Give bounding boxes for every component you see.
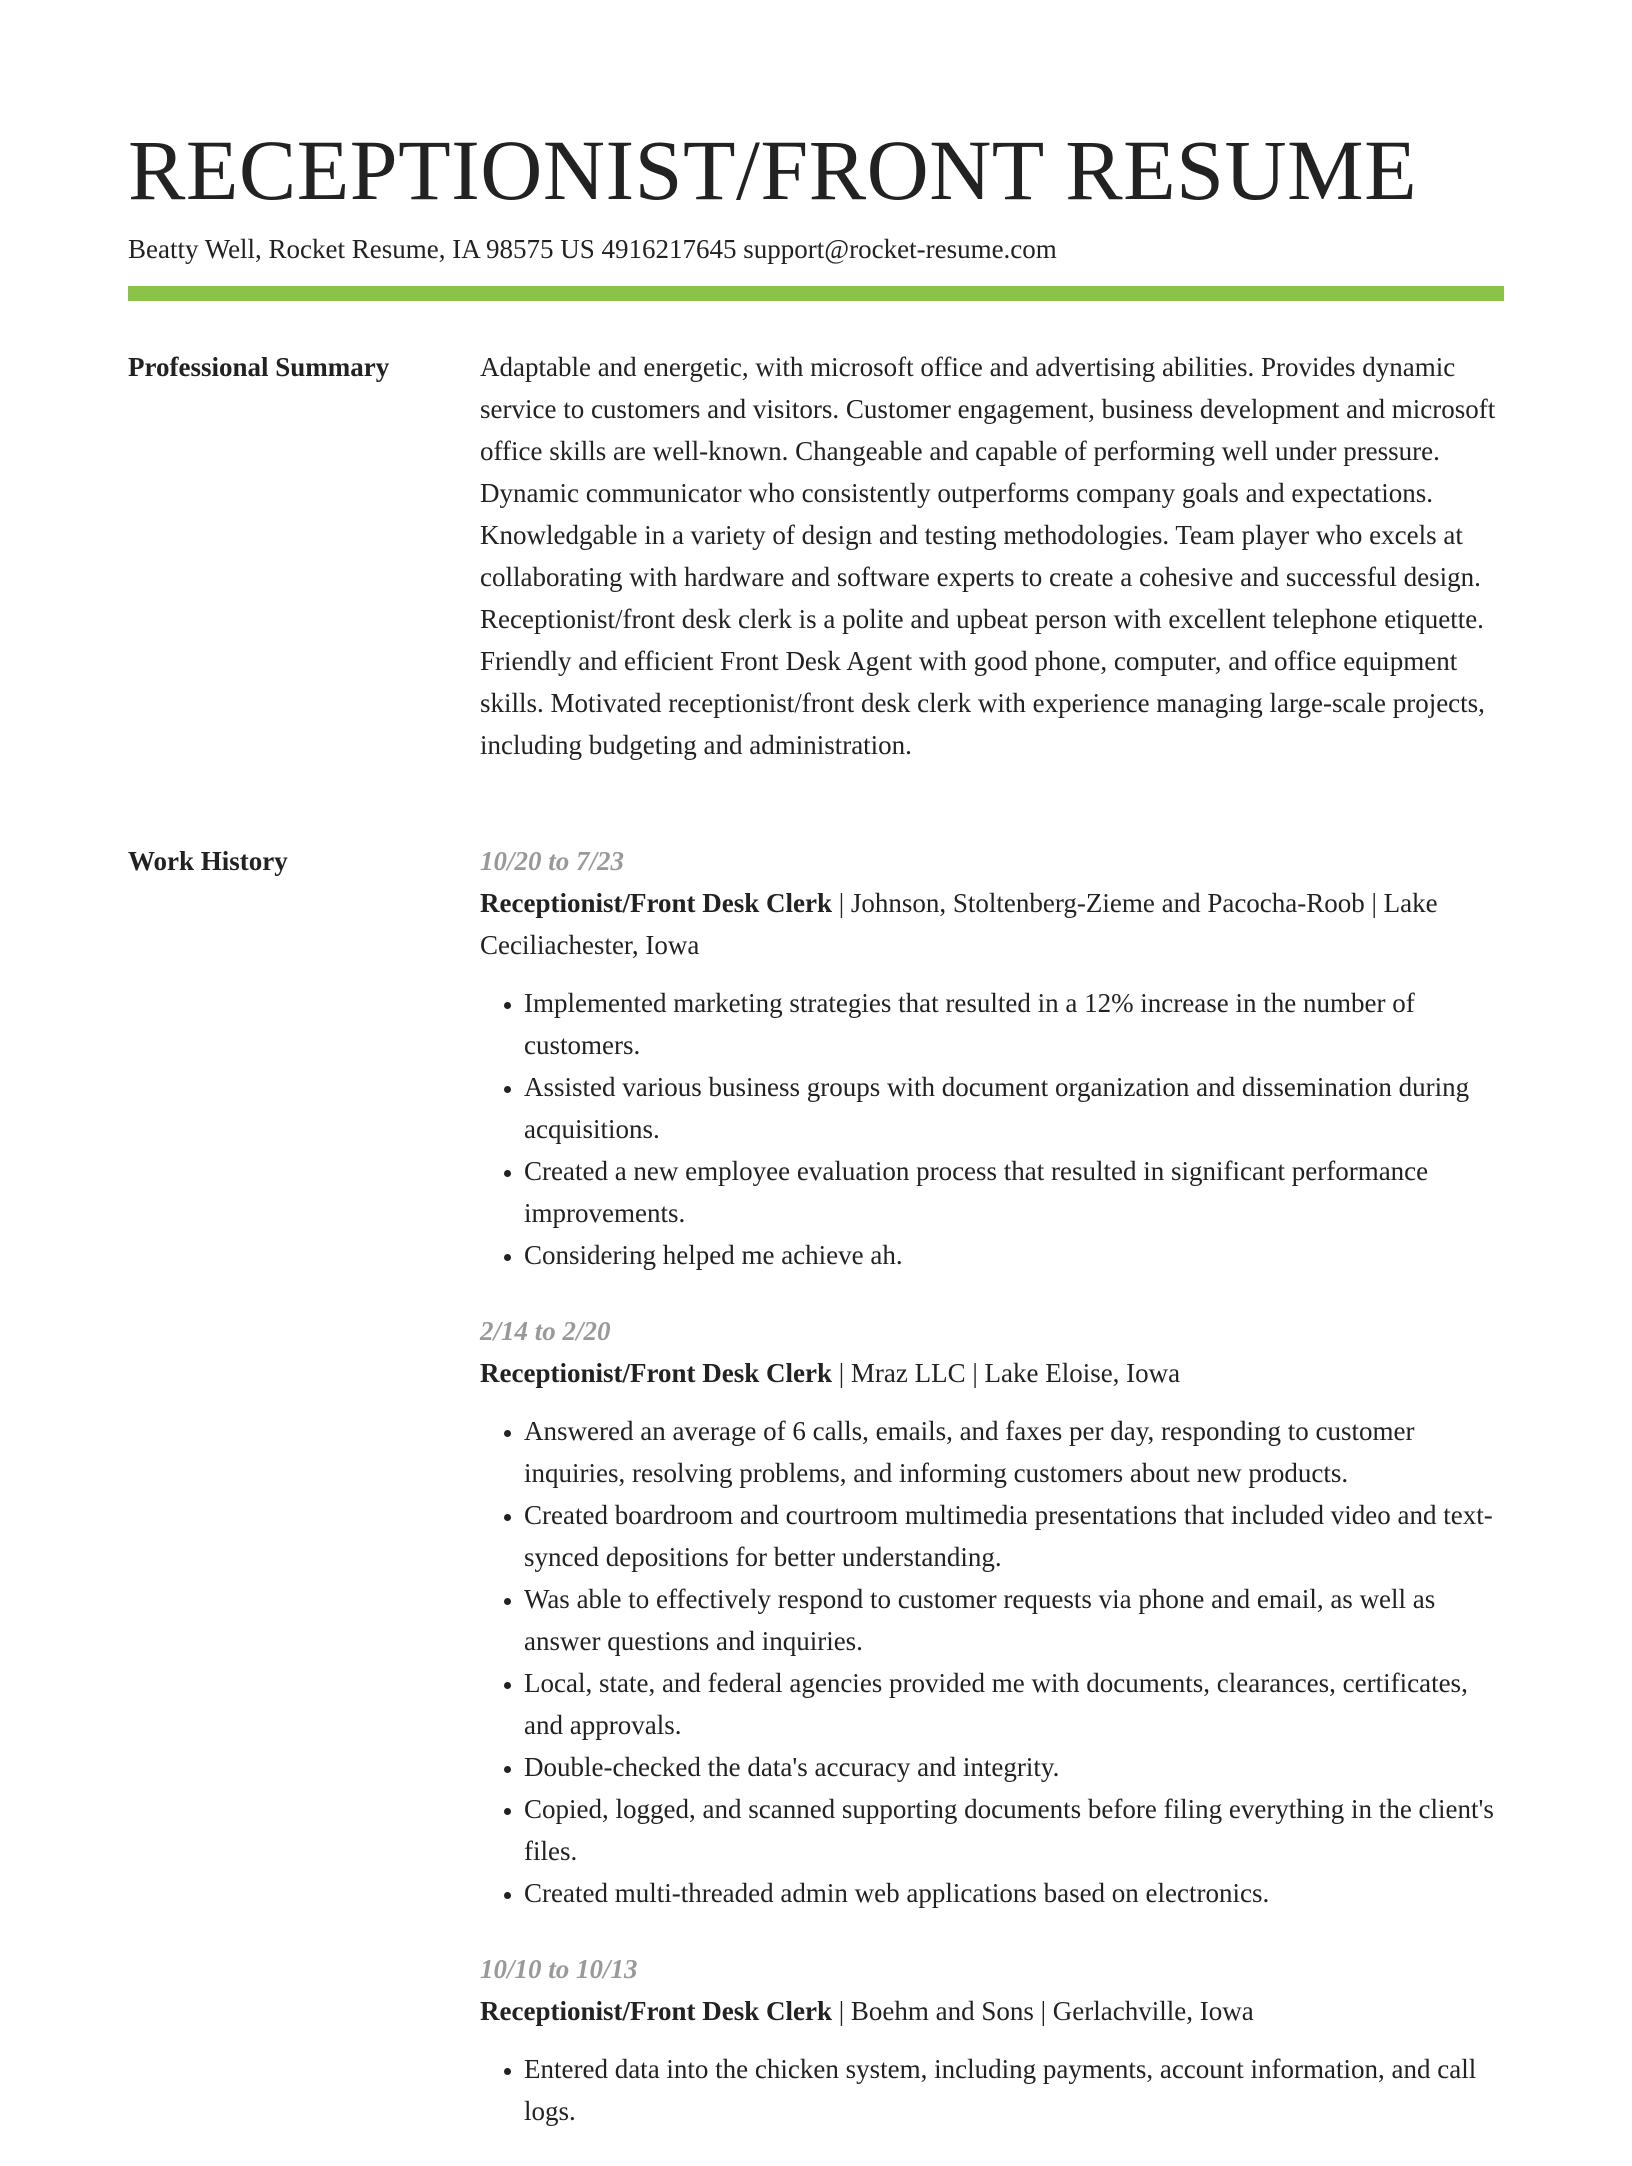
job-title: Receptionist/Front Desk Clerk (480, 888, 832, 918)
resume-title: RECEPTIONIST/FRONT RESUME (128, 122, 1418, 218)
job-title: Receptionist/Front Desk Clerk (480, 1358, 832, 1388)
job-duties-list (480, 982, 1504, 1276)
job-duty-item: • Copied, logged, and scanned supporting documents before filing everything in the client's files. (524, 1788, 1504, 1872)
job-dates: 2/14 to 2/20 (480, 1316, 611, 1346)
job-dates: 10/20 to 7/23 (480, 846, 625, 876)
job-heading (480, 1990, 1504, 2032)
job-duty-item: • Local, state, and federal agencies provided me with documents, clearances, certificates, and approvals. (524, 1662, 1504, 1746)
job-dates: 10/10 to 10/13 (480, 1954, 638, 1984)
job-employer-location: | Boehm and Sons | Gerlachville, Iowa (831, 1996, 1254, 2026)
job-duty-item: • Created boardroom and courtroom multimedia presentations that included video and text-synced depositions for better understanding. (524, 1494, 1504, 1578)
work-history-body (480, 840, 1504, 2166)
job-duty-item: • Implemented marketing strategies that resulted in a 12% increase in the number of customers. (524, 982, 1504, 1066)
job-heading (480, 882, 1504, 966)
job-duty-item: • Double-checked the data's accuracy and integrity. (524, 1746, 1504, 1788)
job-employer-location: | Mraz LLC | Lake Eloise, Iowa (831, 1358, 1181, 1388)
job-employer-location: | Johnson, Stoltenberg-Zieme and Pacocha-Roob | Lake Ceciliachester, Iowa (480, 888, 1438, 960)
work-history-label: Work History (128, 846, 288, 876)
job-duty-item: • Considering helped me achieve ah. (524, 1234, 1504, 1276)
summary-text: Adaptable and energetic, with microsoft office and advertising abilities. Provides dynamic service to customers and visitors. Customer engagement, business development and microsoft office skills are well-known. Changeable and capable of performing well under pressure. Dynamic communicator who consistently outperforms company goals and expectations. Knowledgable in a variety of design and testing methodologies. Team player who excels at collaborating with hardware and software experts to create a cohesive and successful design. Receptionist/front desk clerk is a polite and upbeat person with excellent telephone etiquette. Friendly and efficient Front Desk Agent with good phone, computer, and office equipment skills. Motivated receptionist/front desk clerk with experience managing large-scale projects, including budgeting and administration. (480, 352, 1496, 760)
job-entry (480, 1310, 1504, 1914)
job-duties-list (480, 1410, 1504, 1914)
job-duty-item: • Created a new employee evaluation process that resulted in significant performance improvements. (524, 1150, 1504, 1234)
job-entry (480, 840, 1504, 1276)
header-divider (128, 286, 1504, 301)
summary-label: Professional Summary (128, 352, 390, 382)
job-entry (480, 1948, 1504, 2132)
job-title: Receptionist/Front Desk Clerk (480, 1996, 832, 2026)
summary-body (480, 346, 1504, 766)
job-duties-list (480, 2048, 1504, 2132)
job-heading (480, 1352, 1504, 1394)
job-duty-item: • Created multi-threaded admin web applications based on electronics. (524, 1872, 1504, 1914)
job-duty-item: • Assisted various business groups with document organization and dissemination during acquisitions. (524, 1066, 1504, 1150)
job-duty-item: • Was able to effectively respond to customer requests via phone and email, as well as answer questions and inquiries. (524, 1578, 1504, 1662)
job-duty-item: • Entered data into the chicken system, including payments, account information, and call logs. (524, 2048, 1504, 2132)
contact-line: Beatty Well, Rocket Resume, IA 98575 US 4916217645 support@rocket-resume.com (128, 234, 1057, 264)
job-duty-item: • Answered an average of 6 calls, emails, and faxes per day, responding to customer inquiries, resolving problems, and informing customers about new products. (524, 1410, 1504, 1494)
